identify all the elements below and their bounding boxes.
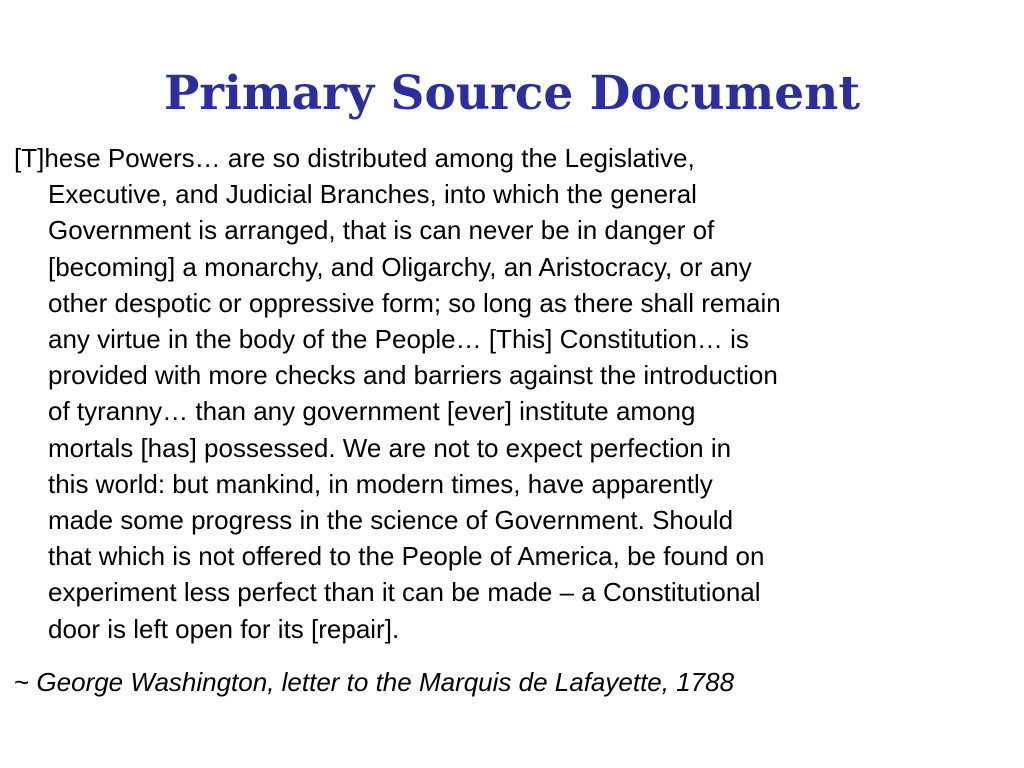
attribution-prefix: ~ [14,667,37,697]
quote-line: this world: but mankind, in modern times, have apparently [48,468,713,499]
quote-line: made some progress in the science of Government. Should [48,505,734,536]
quote-line: Executive, and Judicial Branches, into which the general [48,179,697,210]
attribution-citation: George Washington, letter to the Marquis de Lafayette, 1788 [36,667,735,697]
quote-block [14,140,1014,647]
quote-line: any virtue in the body of the People… [This] Constitution… is [48,324,749,355]
quote-line: that which is not offered to the People of America, be found on [48,541,765,572]
quote-line: other despotic or oppressive form; so long as there shall remain [48,287,781,318]
quote-line: experiment less perfect than it can be made – a Constitutional [48,577,761,608]
quote-line: provided with more checks and barriers against the introduction [48,360,778,391]
quote-line: door is left open for its [repair]. [48,613,400,644]
attribution [14,664,1014,700]
quote-line: [T]hese Powers… are so distributed among the Legislative, [14,143,695,173]
quote-line: [becoming] a monarchy, and Oligarchy, an Aristocracy, or any [48,251,752,282]
quote-line: Government is arranged, that is can never be in danger of [48,215,715,246]
slide-title: Primary Source Document [163,66,861,121]
quote-line: mortals [has] possessed. We are not to expect perfection in [48,432,732,463]
quote-line: of tyranny… than any government [ever] institute among [48,396,696,427]
